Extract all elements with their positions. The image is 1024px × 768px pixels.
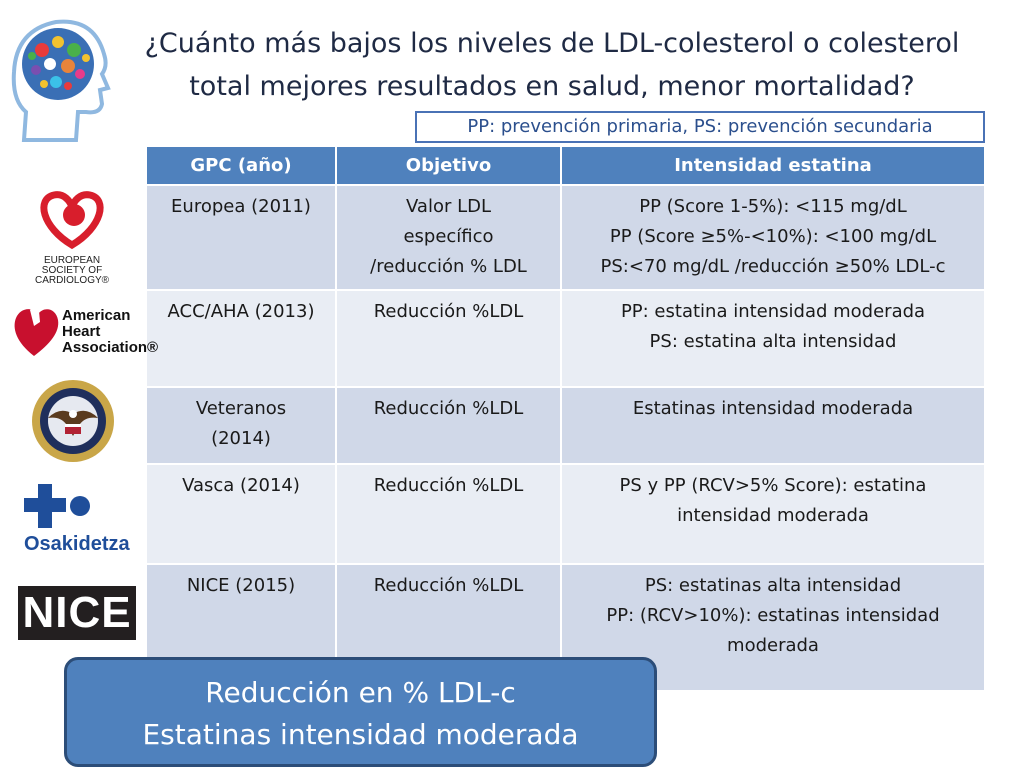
guidelines-table — [145, 145, 986, 692]
intensity-cell — [561, 290, 985, 387]
guideline-text: ACC/AHA (2013) — [167, 301, 315, 322]
objective-text: Reducción %LDL — [373, 301, 524, 322]
objective-text: Reducción %LDL — [373, 575, 524, 596]
european-society-of-cardiology-logo-icon — [22, 187, 122, 287]
objective-text: /reducción % LDL — [370, 256, 527, 277]
esc-logo-text: EUROPEAN — [43, 255, 101, 266]
intensity-text: PS: estatinas alta intensidad — [644, 575, 902, 596]
intensity-text: PS y PP (RCV>5% Score): estatina — [619, 475, 927, 496]
objective-cell — [336, 387, 561, 464]
objective-text: Reducción %LDL — [373, 398, 524, 419]
brain-head-illustration-icon — [6, 8, 112, 148]
guideline-cell — [146, 387, 336, 464]
intensity-text: PP (Score ≥5%-<10%): <100 mg/dL — [609, 226, 937, 247]
intensity-text: intensidad moderada — [677, 505, 869, 526]
guideline-cell — [146, 290, 336, 387]
table-row-basque — [146, 464, 985, 564]
intensity-text: PS:<70 mg/dL /reducción ≥50% LDL-c — [600, 256, 946, 277]
title-line-2: total mejores resultados en salud, menor mortalidad? — [189, 71, 915, 102]
column-header-guideline: GPC (año) — [146, 146, 336, 185]
intensity-cell — [561, 387, 985, 464]
esc-logo-text: SOCIETY OF — [41, 265, 103, 276]
table-header-row — [146, 146, 985, 185]
title-line-1: ¿Cuánto más bajos los niveles de LDL-colesterol o colesterol — [144, 28, 960, 59]
intensity-cell — [561, 464, 985, 564]
table-row-european — [146, 185, 985, 290]
aha-logo-text: American — [62, 307, 131, 324]
intensity-text: PS: estatina alta intensidad — [649, 331, 897, 352]
table-row-acc-aha — [146, 290, 985, 387]
osakidetza-logo-icon — [20, 470, 148, 558]
guideline-text: Vasca (2014) — [182, 475, 300, 496]
veterans-affairs-seal-icon — [30, 378, 116, 464]
objective-text: Valor LDL — [406, 196, 491, 217]
guideline-text: NICE (2015) — [186, 575, 296, 596]
objective-text: Reducción %LDL — [373, 475, 524, 496]
american-heart-association-logo-icon — [10, 292, 159, 362]
summary-callout — [64, 657, 657, 767]
intensity-cell — [561, 185, 985, 290]
column-header-objective: Objetivo — [336, 146, 561, 185]
intensity-text: PP: estatina intensidad moderada — [620, 301, 926, 322]
osakidetza-logo-text: Osakidetza — [24, 533, 130, 555]
summary-line-2: Estatinas intensidad moderada — [142, 718, 579, 751]
intensity-text: PP: (RCV>10%): estatinas intensidad — [606, 605, 940, 626]
objective-text: específico — [403, 226, 494, 247]
objective-cell — [336, 185, 561, 290]
aha-logo-text: Association® — [62, 339, 159, 356]
table-row-veterans — [146, 387, 985, 464]
column-header-statin-intensity: Intensidad estatina — [561, 146, 985, 185]
guideline-text: Europea (2011) — [171, 196, 311, 217]
guideline-cell — [146, 185, 336, 290]
guideline-text: Veteranos — [195, 398, 287, 419]
intensity-text: PP (Score 1-5%): <115 mg/dL — [639, 196, 907, 217]
objective-cell — [336, 290, 561, 387]
objective-cell — [336, 464, 561, 564]
guideline-text: (2014) — [211, 428, 271, 449]
intensity-text: Estatinas intensidad moderada — [632, 398, 914, 419]
aha-logo-text: Heart — [62, 323, 101, 340]
guideline-cell — [146, 464, 336, 564]
intensity-text: moderada — [727, 635, 819, 656]
abbreviation-legend: PP: prevención primaria, PS: prevención secundaria — [415, 111, 985, 143]
esc-logo-text: CARDIOLOGY® — [34, 275, 110, 286]
nice-logo: NICE — [18, 586, 136, 640]
slide-title — [112, 22, 992, 108]
summary-line-1: Reducción en % LDL-c — [205, 676, 516, 709]
